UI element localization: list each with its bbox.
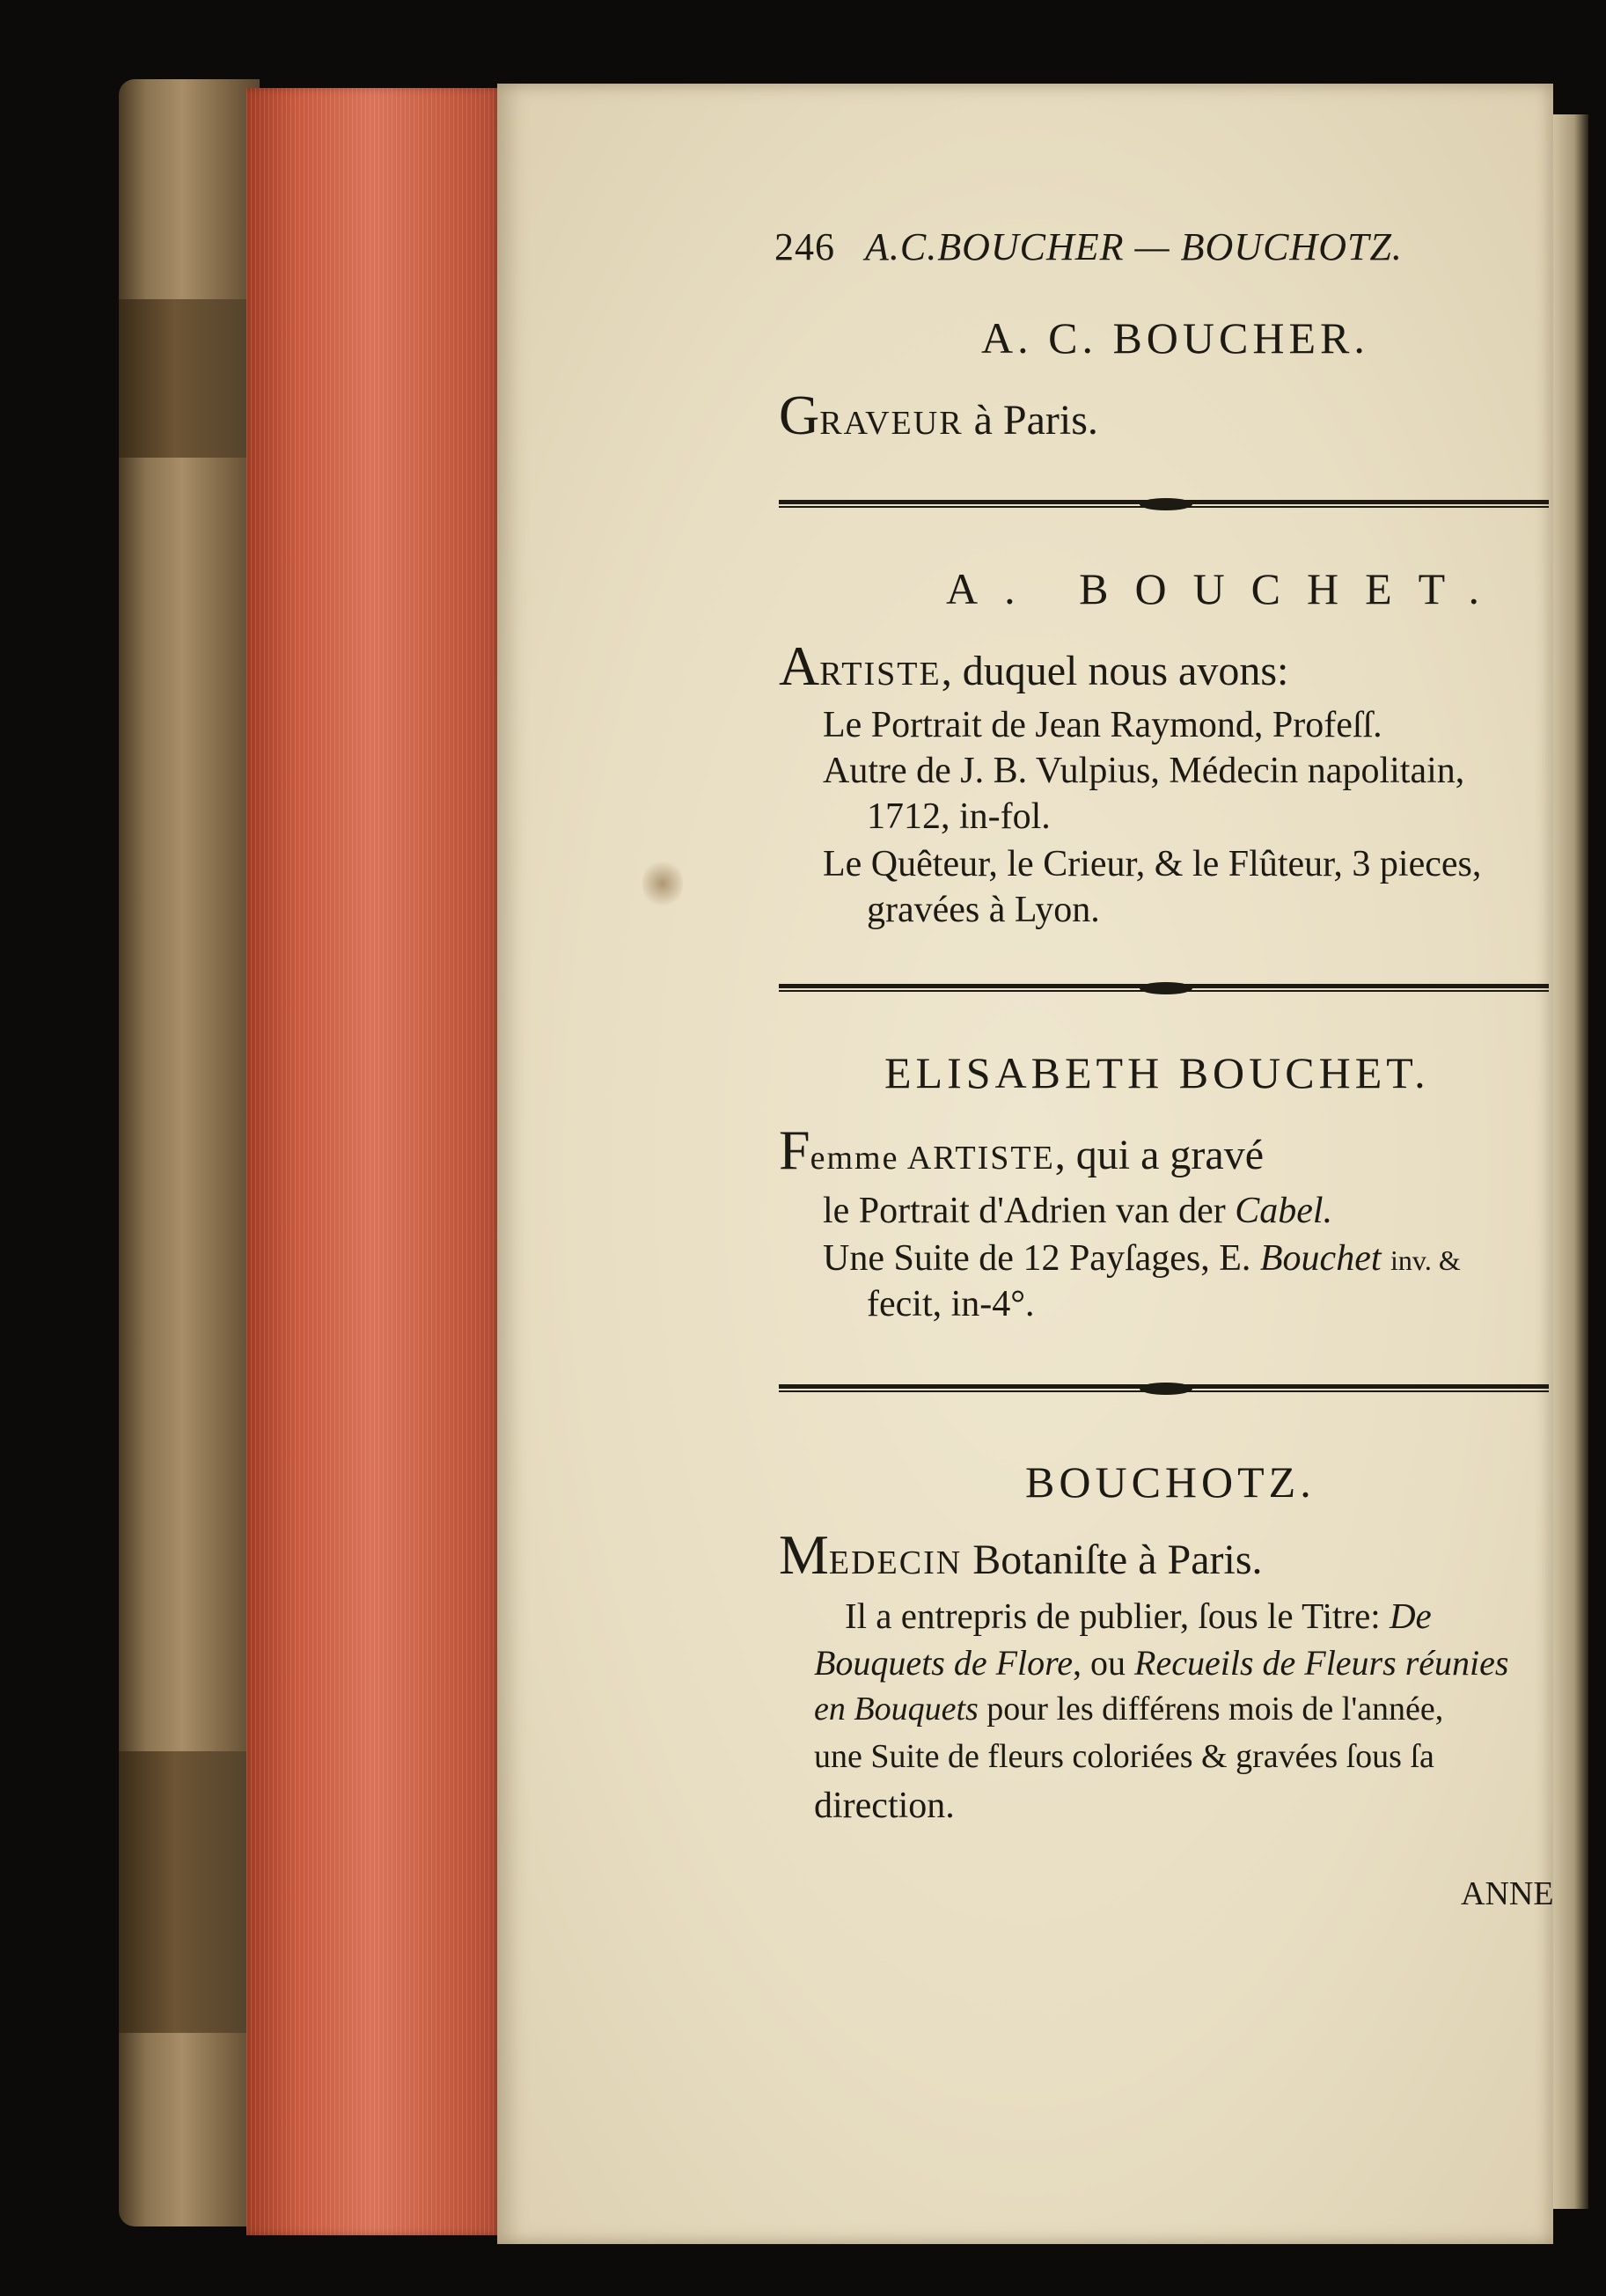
entry-line: fecit, in-4°. [867, 1284, 1035, 1324]
ornamental-rule [779, 1382, 1549, 1396]
role-rest: Botaniſte à Paris. [962, 1537, 1263, 1583]
entry-role [779, 383, 1098, 448]
role-smallcaps: RAVEUR [819, 405, 964, 442]
entry-line: une Suite de fleurs coloriées & gravées ſous ſa [814, 1738, 1434, 1775]
role-smallcaps: EDECIN [828, 1544, 963, 1581]
line-text: inv. & [1390, 1244, 1461, 1276]
line-italic: Recueils de Fleurs réunies [1134, 1643, 1509, 1683]
line-text: , ou [1073, 1643, 1126, 1683]
page-number: 246 [774, 225, 835, 268]
role-initial: G [779, 384, 820, 446]
ornamental-rule [779, 497, 1549, 511]
running-head [774, 224, 1403, 269]
entry-line [814, 1642, 1508, 1683]
role-initial: F [779, 1119, 810, 1181]
entry-line: direction. [814, 1786, 955, 1826]
entry-role [779, 1522, 1263, 1588]
entry-line: gravées à Lyon. [867, 890, 1100, 930]
entry-line: Autre de J. B. Vulpius, Médecin napolitain, [823, 751, 1465, 791]
entry-heading: A. BOUCHET. [946, 564, 1507, 613]
role-rest: à Paris. [963, 397, 1098, 444]
entry-line [814, 1690, 1443, 1728]
entry-heading: BOUCHOTZ. [1025, 1457, 1316, 1507]
running-title: A.C.BOUCHER — BOUCHOTZ. [865, 225, 1403, 268]
line-text: pour les différens mois de l'année, [978, 1691, 1444, 1728]
facing-page-edge [1553, 114, 1588, 2209]
cover-band [119, 1751, 260, 2033]
entry-heading: A. C. BOUCHER. [981, 313, 1369, 363]
role-initial: M [779, 1523, 829, 1586]
catchword: ANNE [1461, 1875, 1554, 1912]
line-text: le Portrait d'Adrien van der [823, 1191, 1226, 1231]
role-rest: , duquel nous avons: [941, 648, 1289, 694]
page-block-edge [246, 88, 502, 2235]
entry-line: Le Portrait de Jean Raymond, Profeſſ. [823, 705, 1382, 745]
line-italic: Bouquets de Flore [814, 1643, 1074, 1683]
entry-role [779, 634, 1288, 699]
entry-line [823, 1237, 1461, 1280]
cover-band [119, 299, 260, 458]
role-smallcaps: emme ARTISTE [810, 1140, 1055, 1177]
role-smallcaps: RTISTE [819, 656, 942, 693]
entry-line: 1712, in-fol. [867, 796, 1051, 837]
line-italic: en Bouquets [814, 1691, 979, 1728]
entry-heading: ELISABETH BOUCHET. [884, 1048, 1430, 1097]
entry-line: Le Quêteur, le Crieur, & le Flûteur, 3 pieces, [823, 844, 1482, 884]
role-rest: , qui a gravé [1054, 1132, 1265, 1178]
line-text: Il a entrepris de publier, ſous le Titre: [845, 1595, 1381, 1636]
entry-line [845, 1595, 1432, 1637]
role-initial: A [779, 635, 820, 697]
entry-line [823, 1190, 1332, 1232]
line-italic: Cabel. [1235, 1191, 1333, 1231]
foxing-stain [642, 858, 683, 909]
book-cover [119, 79, 260, 2226]
line-italic: De [1389, 1595, 1432, 1636]
entry-role [779, 1118, 1264, 1183]
line-text: Une Suite de 12 Payſages, E. [823, 1238, 1251, 1279]
line-italic: Bouchet [1259, 1238, 1382, 1279]
ornamental-rule [779, 981, 1549, 995]
